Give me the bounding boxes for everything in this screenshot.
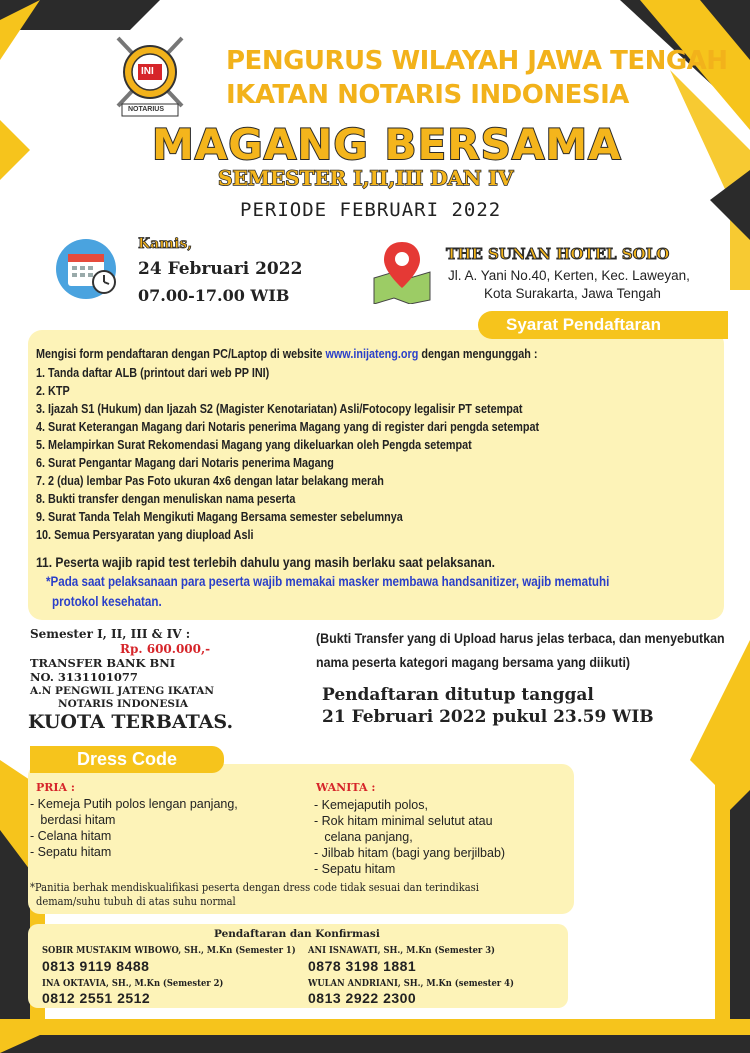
- bottom-right-corner-decoration: [660, 640, 750, 1053]
- list-item: 3. Ijazah S1 (Hukum) dan Ijazah S2 (Magister Kenotariatan) Asli/Fotocopy legalisir PT setempat: [36, 402, 523, 416]
- pria-label: PRIA :: [36, 781, 75, 794]
- list-item: 8. Bukti transfer dengan menuliskan nama peserta: [36, 492, 296, 506]
- requirement-item-11: 11. Peserta wajib rapid test terlebih dahulu yang masih berlaku saat pelaksanan.: [36, 554, 496, 570]
- header-organization-line2: IKATAN NOTARIS INDONESIA: [226, 80, 629, 110]
- event-day: Kamis,: [138, 236, 193, 252]
- header-organization-line1: PENGURUS WILAYAH JAWA TENGAH: [226, 46, 728, 76]
- deadline-line1: Pendaftaran ditutup tanggal: [322, 685, 594, 705]
- list-item: 1. Tanda daftar ALB (printout dari web PP INI): [36, 366, 270, 380]
- contact-phone[interactable]: 0813 9119 8488: [42, 958, 150, 974]
- transfer-note-line2: nama peserta kategori magang bersama yang diikuti): [316, 655, 631, 670]
- venue-name: THE SUNAN HOTEL SOLO: [446, 245, 670, 263]
- list-item: 5. Melampirkan Surat Rekomendasi Magang yang dikeluarkan oleh Pengda setempat: [36, 438, 472, 452]
- list-item: celana panjang,: [314, 830, 413, 844]
- wanita-label: WANITA :: [316, 781, 376, 794]
- requirements-intro: [36, 346, 537, 363]
- event-date: 24 Februari 2022: [138, 259, 303, 279]
- contact-phone[interactable]: 0812 2551 2512: [42, 990, 151, 1006]
- transfer-note-line1: (Bukti Transfer yang di Upload harus jelas terbaca, dan menyebutkan: [316, 631, 725, 646]
- contact-name: SOBIR MUSTAKIM WIBOWO, SH., M.Kn (Semester 1): [42, 945, 296, 956]
- payment-holder-line2: NOTARIS INDONESIA: [58, 698, 189, 710]
- bottom-band-decoration: [0, 1013, 750, 1053]
- quota-notice: KUOTA TERBATAS.: [28, 711, 234, 733]
- page-subtitle: SEMESTER I,II,III DAN IV: [218, 166, 514, 190]
- health-protocol-note-line2: protokol kesehatan.: [52, 594, 162, 609]
- contacts-heading: Pendaftaran dan Konfirmasi: [214, 928, 380, 940]
- intro-text: Mengisi form pendaftaran dengan PC/Laptop di website: [36, 347, 326, 361]
- venue-address-line2: Kota Surakarta, Jawa Tengah: [484, 286, 661, 301]
- contact-name: ANI ISNAWATI, SH., M.Kn (Semester 3): [308, 945, 495, 956]
- list-item: 2. KTP: [36, 384, 70, 398]
- map-pin-icon: [370, 238, 434, 304]
- pria-list: [30, 796, 238, 860]
- left-side-decoration: [0, 0, 60, 300]
- calendar-clock-icon: [56, 238, 122, 300]
- list-item: 9. Surat Tanda Telah Mengikuti Magang Bersama semester sebelumnya: [36, 510, 403, 524]
- venue-address-line1: Jl. A. Yani No.40, Kerten, Kec. Laweyan,: [448, 268, 690, 283]
- list-item: 6. Surat Pengantar Magang dari Notaris penerima Magang: [36, 456, 334, 470]
- payment-bank: TRANSFER BANK BNI: [30, 656, 176, 670]
- page-title: MAGANG BERSAMA: [152, 120, 622, 169]
- list-item: - Celana hitam: [30, 829, 112, 843]
- requirements-list: [36, 365, 621, 545]
- disqualification-note-line1: *Panitia berhak mendiskualifikasi peserta dengan dress code tidak sesuai dan terindikasi: [30, 881, 479, 894]
- dress-code-heading: Dress Code: [30, 746, 224, 773]
- contact-name: INA OKTAVIA, SH., M.Kn (Semester 2): [42, 978, 224, 989]
- logo-badge-text: INI: [141, 66, 154, 77]
- health-protocol-note-line1: *Pada saat pelaksanaan para peserta wajib memakai masker membawa handsanitizer, wajib mematuhi: [46, 574, 610, 589]
- payment-holder-line1: A.N PENGWIL JATENG IKATAN: [30, 685, 215, 697]
- intro-text-end: dengan mengunggah :: [418, 347, 538, 361]
- payment-semester: Semester I, II, III & IV :: [30, 627, 191, 641]
- list-item: berdasi hitam: [30, 813, 116, 827]
- event-time: 07.00-17.00 WIB: [138, 286, 290, 305]
- contact-phone[interactable]: 0813 2922 2300: [308, 990, 417, 1006]
- logo-ribbon-text: NOTARIUS: [128, 106, 165, 113]
- list-item: - Sepatu hitam: [314, 862, 396, 876]
- list-item: - Sepatu hitam: [30, 845, 112, 859]
- payment-account: NO. 3131101077: [30, 670, 138, 684]
- wanita-list: [314, 797, 505, 877]
- periode-text: PERIODE FEBRUARI 2022: [240, 199, 502, 221]
- contact-phone[interactable]: 0878 3198 1881: [308, 958, 417, 974]
- list-item: 7. 2 (dua) lembar Pas Foto ukuran 4x6 dengan latar belakang merah: [36, 474, 384, 488]
- list-item: 4. Surat Keterangan Magang dari Notaris penerima Magang yang di register dari pengda setempat: [36, 420, 540, 434]
- contact-name: WULAN ANDRIANI, SH., M.Kn (semester 4): [308, 978, 514, 989]
- disqualification-note-line2: demam/suhu tubuh di atas suhu normal: [36, 895, 236, 908]
- requirements-heading: Syarat Pendaftaran: [478, 311, 728, 339]
- notaris-logo: [104, 30, 196, 120]
- list-item: 10. Semua Persyaratan yang diupload Asli: [36, 528, 254, 542]
- list-item: - Rok hitam minimal selutut atau: [314, 814, 493, 828]
- list-item: - Jilbab hitam (bagi yang berjilbab): [314, 846, 506, 860]
- deadline-line2: 21 Februari 2022 pukul 23.59 WIB: [322, 707, 654, 727]
- payment-price: Rp. 600.000,-: [120, 642, 211, 656]
- website-link[interactable]: www.inijateng.org: [325, 347, 419, 361]
- list-item: - Kemejaputih polos,: [314, 798, 428, 812]
- list-item: - Kemeja Putih polos lengan panjang,: [30, 797, 238, 811]
